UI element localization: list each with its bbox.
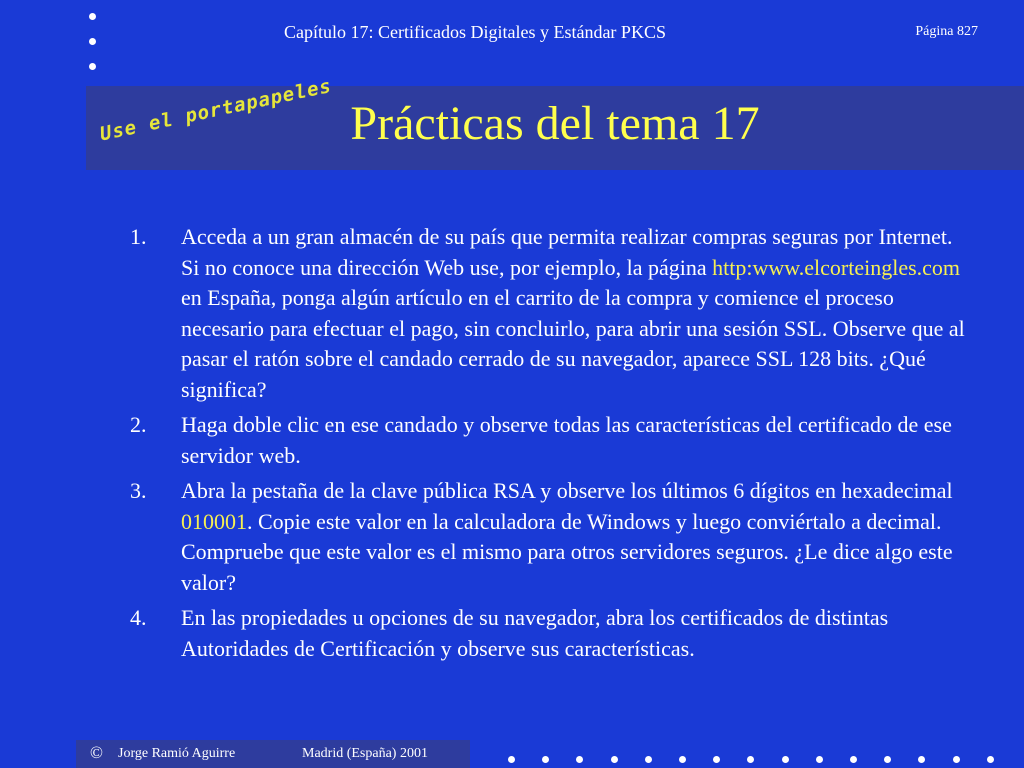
- hex-value: 010001: [181, 508, 247, 534]
- dot-icon: [89, 38, 96, 45]
- item-text-part: Acceda a un gran almacén de su país que permita realizar compras seguras por Internet. Si no conoce una dirección Web use, por ejemplo, la página: [181, 224, 953, 280]
- dot-icon: [645, 756, 652, 763]
- item-text-part: . Copie este valor en la calculadora de Windows y luego conviértalo a decimal. Compruebe que este valor es el mismo para otros servidores seguros. ¿Le dice algo este valor?: [181, 508, 953, 595]
- list-item: [130, 603, 970, 664]
- dot-icon: [679, 756, 686, 763]
- item-number: 3.: [130, 478, 147, 503]
- list-item: [130, 476, 970, 598]
- item-text-part: Abra la pestaña de la clave pública RSA y observe los últimos 6 dígitos en hexadecimal: [181, 478, 953, 503]
- footer-bar: [76, 740, 470, 768]
- dot-icon: [89, 63, 96, 70]
- slide-title: Prácticas del tema 17: [350, 97, 760, 150]
- dot-icon: [89, 13, 96, 20]
- dot-icon: [576, 756, 583, 763]
- item-number: 4.: [130, 605, 147, 630]
- dot-icon: [953, 756, 960, 763]
- item-number: 2.: [130, 412, 147, 437]
- dot-icon: [816, 756, 823, 763]
- list-item: [130, 410, 970, 471]
- item-text: [181, 222, 970, 405]
- list-item: [130, 222, 970, 405]
- dot-icon: [850, 756, 857, 763]
- dot-icon: [918, 756, 925, 763]
- dot-icon: [782, 756, 789, 763]
- dot-icon: [747, 756, 754, 763]
- item-text: [181, 476, 970, 598]
- item-text-part: en España, ponga algún artículo en el carrito de la compra y comience el proceso necesario para efectuar el pago, sin concluirlo, para abrir una sesión SSL. Observe que al pasar el ratón sobre el candado cerrado de su navegador, aparece SSL 128 bits. ¿Qué significa?: [181, 285, 965, 402]
- chapter-heading: Capítulo 17: Certificados Digitales y Estándar PKCS: [284, 22, 666, 42]
- item-number: 1.: [130, 224, 147, 249]
- dot-icon: [542, 756, 549, 763]
- dot-icon: [884, 756, 891, 763]
- clipboard-stamp: Use el portapapeles: [98, 74, 334, 146]
- page-number: Página 827: [915, 24, 978, 39]
- footer-author: Jorge Ramió Aguirre: [118, 746, 236, 761]
- exercise-list: [130, 222, 970, 669]
- dot-icon: [713, 756, 720, 763]
- item-text: En las propiedades u opciones de su navegador, abra los certificados de distintas Autoridades de Certificación y observe sus características.: [181, 605, 889, 661]
- copyright-icon: ©: [90, 743, 103, 762]
- footer-location: Madrid (España) 2001: [302, 746, 428, 761]
- dot-icon: [987, 756, 994, 763]
- dot-icon: [508, 756, 515, 763]
- item-text: Haga doble clic en ese candado y observe todas las características del certificado de ese servidor web.: [181, 412, 952, 468]
- dot-icon: [611, 756, 618, 763]
- store-link[interactable]: http:www.elcorteingles.com: [712, 254, 961, 280]
